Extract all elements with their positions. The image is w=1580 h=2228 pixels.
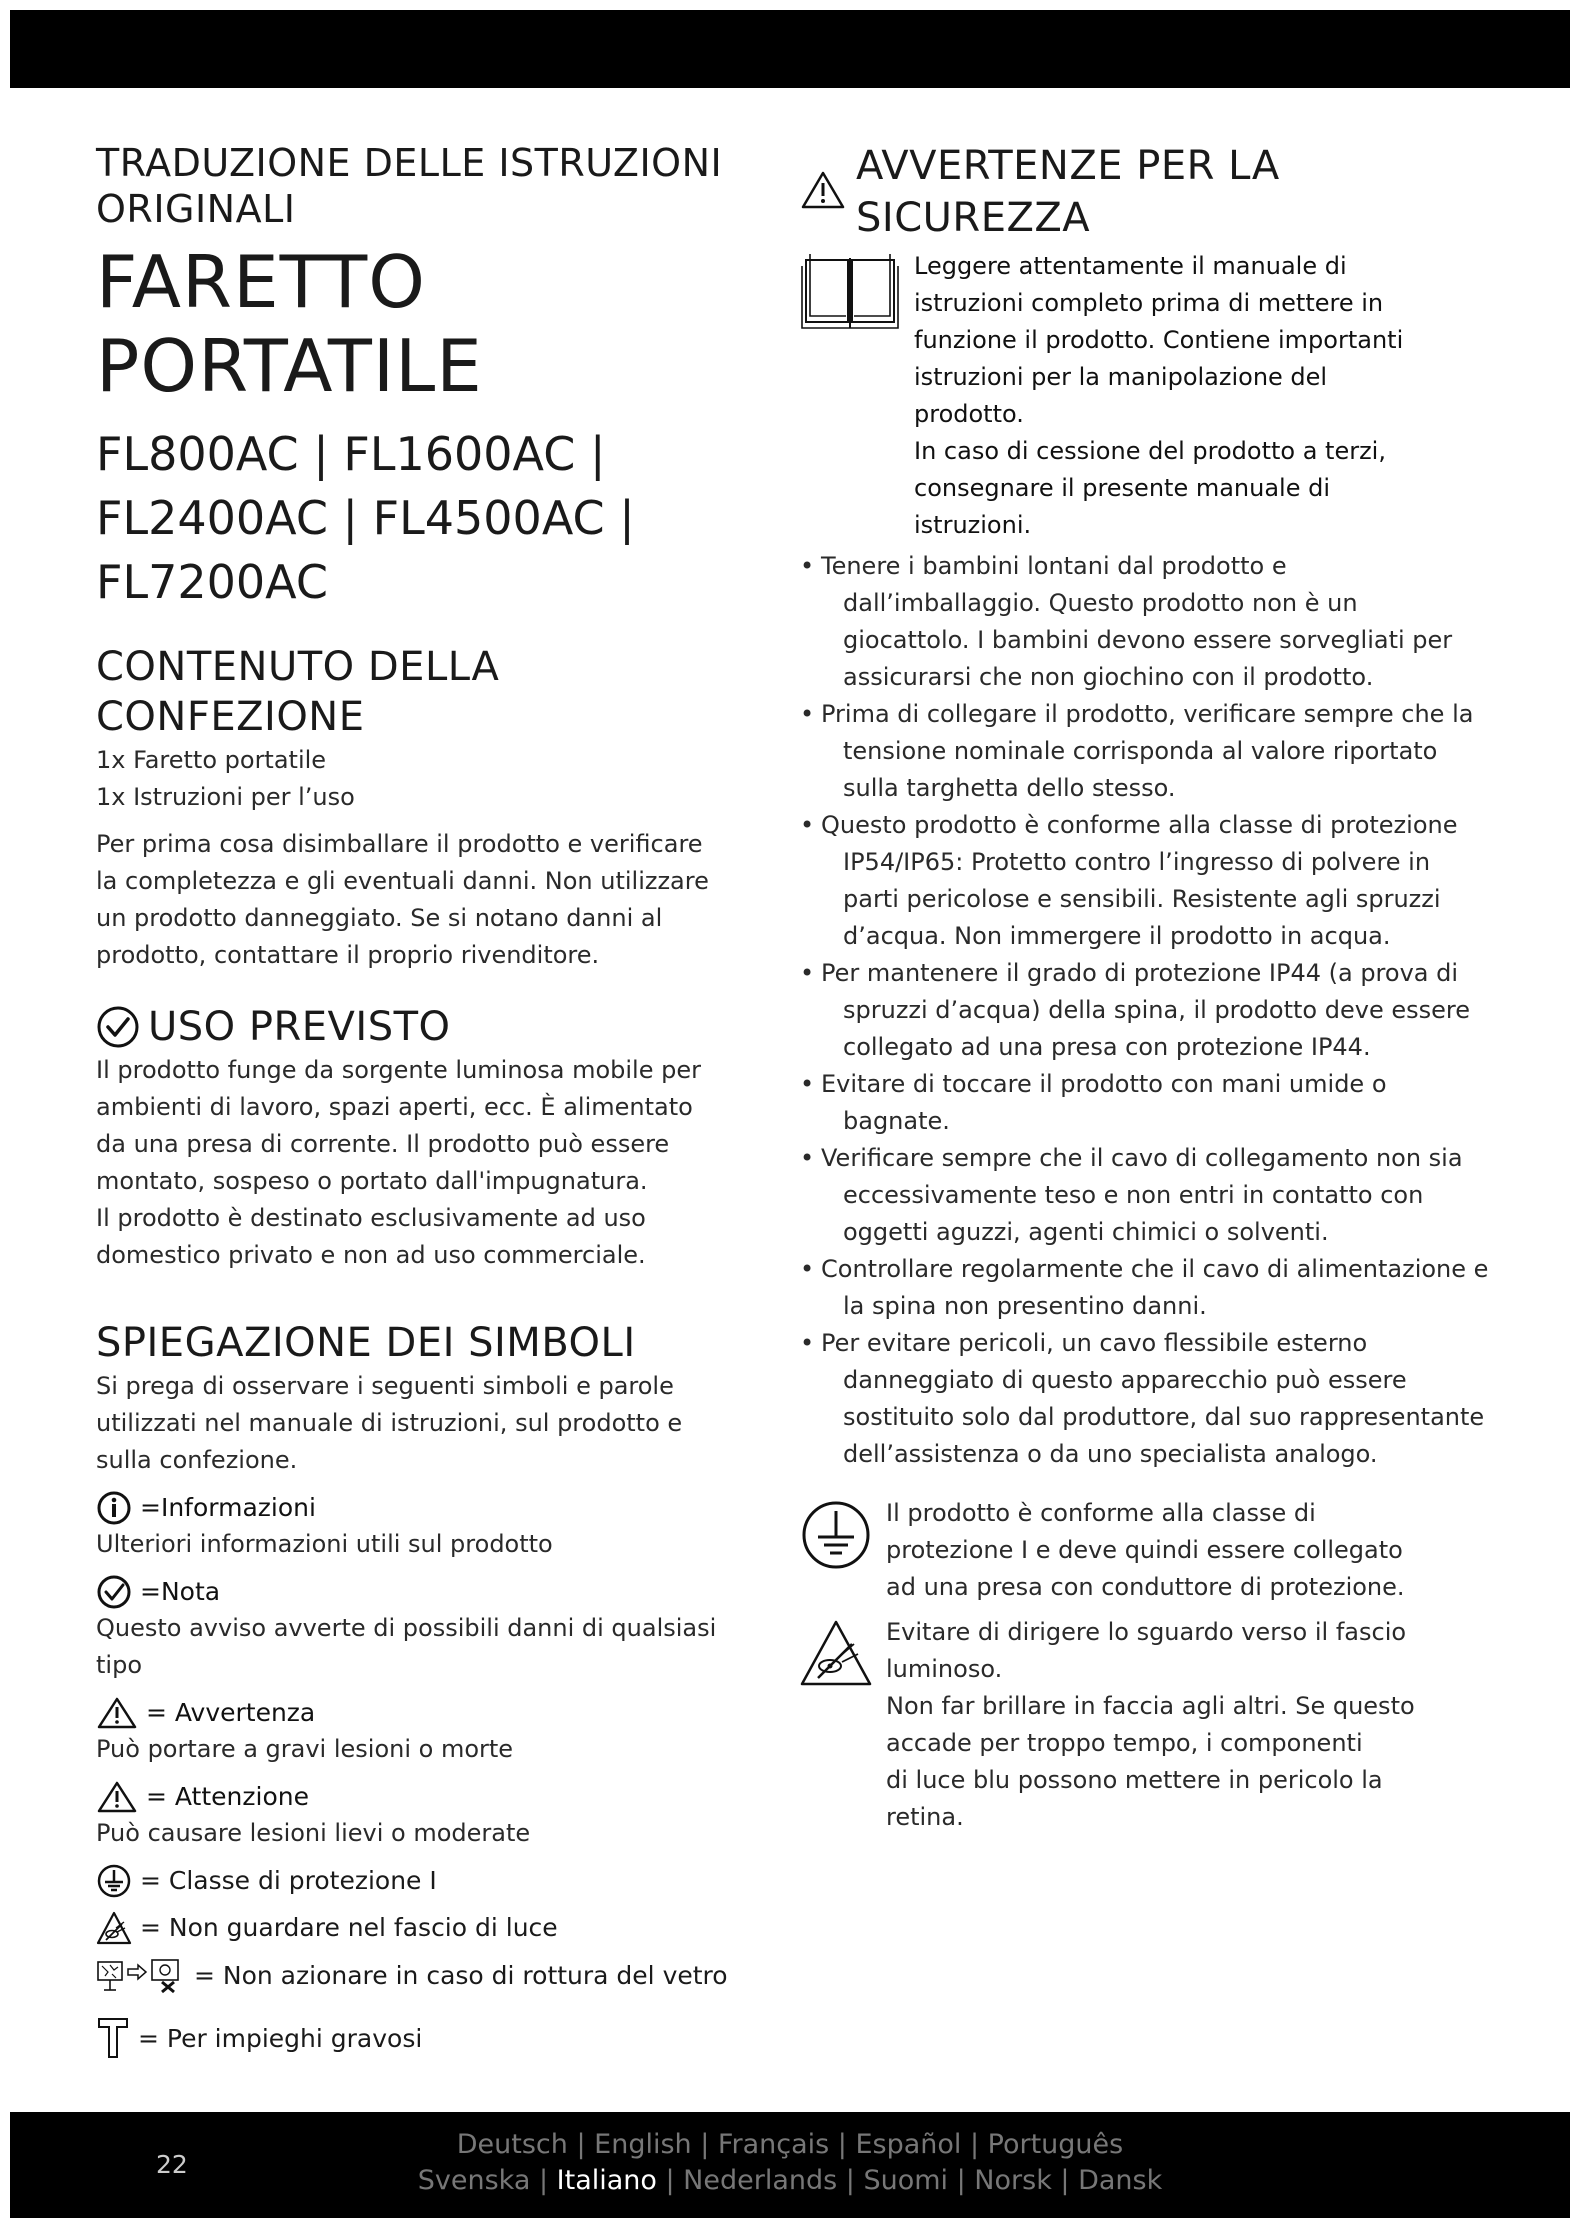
note-label: =Nota: [140, 1577, 221, 1606]
contents-item: 1x Faretto portatile: [96, 746, 327, 774]
class1-label: = Classe di protezione I: [140, 1866, 437, 1895]
contents-paragraph-line: prodotto, contattare il proprio rivenditore.: [96, 941, 600, 969]
manual-line: In caso di cessione del prodotto a terzi,: [914, 437, 1386, 465]
class1-line: ad una presa con conduttore di protezione.: [886, 1573, 1405, 1601]
symbols-intro-line: Si prega di osservare i seguenti simboli e parole: [96, 1372, 674, 1400]
intended-use-line: da una presa di corrente. Il prodotto può essere: [96, 1130, 670, 1158]
intended-use-line: Il prodotto funge da sorgente luminosa mobile per: [96, 1056, 701, 1084]
beam-line: retina.: [886, 1803, 964, 1831]
check-circle-icon: [96, 1005, 140, 1049]
safety-bullet: • Per evitare pericoli, un cavo flessibile esterno danneggiato di questo apparecchio può essere sostituito solo dal produttore, dal suo rappresentante dell’assistenza o da uno specialista analogo.: [800, 1325, 1490, 1473]
safety-bullet: • Per mantenere il grado di protezione IP44 (a prova di spruzzi d’acqua) della spina, il prodotto deve essere collegato ad una presa con protezione IP44.: [800, 955, 1490, 1066]
beam-line: di luce blu possono mettere in pericolo la: [886, 1766, 1383, 1794]
safety-bullet: • Verificare sempre che il cavo di collegamento non sia eccessivamente teso e non entri in contatto con oggetti aguzzi, agenti chimici o solventi.: [800, 1140, 1490, 1251]
intended-use-line: montato, sospeso o portato dall'impugnatura.: [96, 1167, 648, 1195]
symbols-intro-line: sulla confezione.: [96, 1446, 298, 1474]
contents-paragraph-line: un prodotto danneggiato. Se si notano danni al: [96, 904, 663, 932]
contents-heading: CONTENUTO DELLA CONFEZIONE: [96, 644, 500, 740]
manual-line: Leggere attentamente il manuale di: [914, 252, 1347, 280]
no-look-beam-icon: [96, 1910, 132, 1946]
caution-description: Può causare lesioni lievi o moderate: [96, 1819, 531, 1847]
intended-use-line: Il prodotto è destinato esclusivamente ad uso: [96, 1204, 646, 1232]
models-line3: FL7200AC: [96, 555, 328, 609]
intended-use-line: ambienti di lavoro, spazi aperti, ecc. È alimentato: [96, 1093, 693, 1121]
document-label: [96, 140, 756, 232]
safety-heading: [856, 140, 1280, 244]
safety-bullet-list: [800, 548, 1490, 1473]
language-current: Italiano: [556, 2165, 657, 2196]
beam-line: luminoso.: [886, 1655, 1003, 1683]
language-row-1: Deutsch | English | Français | Español | Português: [456, 2129, 1124, 2160]
symbol-class1-row: [96, 1862, 756, 1899]
beam-line: Non far brillare in faccia agli altri. Se questo: [886, 1692, 1415, 1720]
read-manual-block: [800, 248, 1490, 544]
nolook-label: = Non guardare nel fascio di luce: [140, 1913, 558, 1942]
symbol-nolook-row: [96, 1909, 756, 1946]
beam-line: accade per troppo tempo, i componenti: [886, 1729, 1363, 1757]
symbol-glass-row: [96, 1956, 756, 1994]
symbols-intro-line: utilizzati nel manuale di istruzioni, sul prodotto e: [96, 1409, 683, 1437]
doc-label-line1: TRADUZIONE DELLE ISTRUZIONI: [96, 141, 723, 185]
manual-text: [914, 248, 1490, 544]
heavy-duty-icon: [96, 2016, 130, 2060]
footer-bar: [10, 2112, 1570, 2218]
symbol-caution-row: [96, 1778, 756, 1815]
info-icon: [96, 1490, 132, 1526]
check-circle-icon: [96, 1574, 132, 1610]
symbol-info-row: [96, 1489, 756, 1526]
note-description-line: tipo: [96, 1651, 142, 1679]
left-column: [96, 130, 756, 2060]
safety-bullet: • Questo prodotto è conforme alla classe di protezione IP54/IP65: Protetto contro l’ingresso di polvere in parti pericolose e sensibili. Resistente agli spruzzi d’acqua. Non immergere il prodotto in acqua.: [800, 807, 1490, 955]
safety-bullet: • Controllare regolarmente che il cavo di alimentazione e la spina non presentino danni.: [800, 1251, 1490, 1325]
note-description-line: Questo avviso avverte di possibili danni di qualsiasi: [96, 1614, 717, 1642]
right-column: [800, 130, 1490, 1836]
manual-line: istruzioni.: [914, 511, 1032, 539]
info-description: Ulteriori informazioni utili sul prodotto: [96, 1530, 553, 1558]
intended-use-heading: USO PREVISTO: [148, 1004, 451, 1050]
caution-triangle-icon: [96, 1780, 138, 1814]
contents-paragraph-line: Per prima cosa disimballare il prodotto e verificare: [96, 830, 703, 858]
broken-glass-icon: [96, 1956, 186, 1994]
symbol-heavy-row: [96, 2016, 756, 2060]
symbol-note-row: [96, 1573, 756, 1610]
class1-line: protezione I e deve quindi essere collegato: [886, 1536, 1403, 1564]
intended-use-line: domestico privato e non ad uso commerciale.: [96, 1241, 646, 1269]
safety-bullet: • Tenere i bambini lontani dal prodotto e dall’imballaggio. Questo prodotto non è un giocattolo. I bambini devono essere sorvegliati per assicurarsi che non giochino con il prodotto.: [800, 548, 1490, 696]
contents-item: 1x Istruzioni per l’uso: [96, 783, 355, 811]
protective-earth-icon: [96, 1863, 132, 1899]
manual-line: consegnare il presente manuale di: [914, 474, 1331, 502]
safety-header: [800, 130, 1490, 244]
product-title: FARETTO PORTATILE: [96, 240, 483, 408]
protective-earth-icon: [800, 1499, 872, 1571]
language-row-2: [10, 2163, 1570, 2199]
class1-block: [800, 1495, 1490, 1606]
manual-book-icon: [800, 248, 900, 332]
model-list: [96, 422, 756, 614]
language-list-before: Svenska |: [417, 2165, 557, 2196]
info-label: =Informazioni: [140, 1493, 316, 1522]
safety-bullet: • Prima di collegare il prodotto, verificare sempre che la tensione nominale corrisponda al valore riportato sulla targhetta dello stesso.: [800, 696, 1490, 807]
glass-label: = Non azionare in caso di rottura del vetro: [194, 1960, 728, 1990]
manual-line: prodotto.: [914, 400, 1024, 428]
models-line1: FL800AC | FL1600AC |: [96, 427, 606, 481]
safety-bullet: • Evitare di toccare il prodotto con mani umide o bagnate.: [800, 1066, 1490, 1140]
manual-line: istruzioni completo prima di mettere in: [914, 289, 1384, 317]
beam-text: [886, 1614, 1490, 1836]
warning-triangle-icon: [800, 170, 846, 210]
language-list-after: | Nederlands | Suomi | Norsk | Dansk: [656, 2165, 1163, 2196]
no-look-beam-icon: [800, 1618, 872, 1690]
heavy-label: = Per impieghi gravosi: [138, 2023, 423, 2053]
contents-paragraph-line: la completezza e gli eventuali danni. Non utilizzare: [96, 867, 709, 895]
safety-heading-line2: SICUREZZA: [856, 195, 1091, 241]
manual-line: funzione il prodotto. Contiene importanti: [914, 326, 1404, 354]
top-bar: [10, 10, 1570, 88]
models-line2: FL2400AC | FL4500AC |: [96, 491, 635, 545]
symbols-heading: SPIEGAZIONE DEI SIMBOLI: [96, 1320, 636, 1366]
caution-label: = Attenzione: [146, 1782, 309, 1811]
symbol-warning-row: [96, 1694, 756, 1731]
intended-use-header: [96, 1002, 756, 1052]
doc-label-line2: ORIGINALI: [96, 187, 296, 231]
safety-heading-line1: AVVERTENZE PER LA: [856, 143, 1280, 189]
beam-warning-block: [800, 1614, 1490, 1836]
warning-label: = Avvertenza: [146, 1698, 316, 1727]
class1-text: [886, 1495, 1490, 1606]
class1-line: Il prodotto è conforme alla classe di: [886, 1499, 1316, 1527]
warning-description: Può portare a gravi lesioni o morte: [96, 1735, 514, 1763]
warning-triangle-icon: [96, 1696, 138, 1730]
beam-line: Evitare di dirigere lo sguardo verso il fascio: [886, 1618, 1407, 1646]
page-number: 22: [156, 2150, 188, 2179]
manual-line: istruzioni per la manipolazione del: [914, 363, 1328, 391]
